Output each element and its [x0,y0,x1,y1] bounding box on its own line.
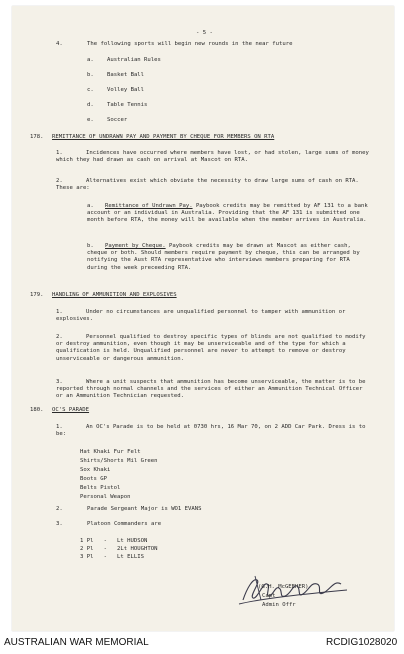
para-number: 1. [56,150,63,156]
dress-item: Personal Weapon [80,494,131,500]
paragraph: An OC's Parade is to be held at 0730 hrs, 16 Mar 70, on 2 ADD Car Park. Dress is to be: [56,424,366,438]
paragraph: Incidences have occurred where members have lost, or had stolen, large sums of money which they had drawn as cash on arrival at Mascot on RTA. [56,150,369,164]
dress-item: Boots GP [80,476,107,482]
list-item: Volley Ball [107,87,145,93]
sub-title: Payment by Cheque. [105,243,166,249]
para-number: 1. [56,309,63,315]
section-number: 178. [30,134,44,140]
signatory-appointment: Admin Offr [262,602,296,608]
list-item: Table Tennis [107,102,148,108]
section-heading: OC'S PARADE [52,407,90,413]
sub-text: Paybook credits may be remitted by AF 131 to a bank account or an individual in Australia. Providing that the AF 131 is submitted one month before RTA, the money will be available when the member arrives in Australia. [87,203,368,224]
paragraph: Parade Sergeant Major is WO1 EVANS [87,506,202,512]
list-letter: a. [87,57,94,63]
para-number: 2. [56,506,63,512]
platoon-item: 2 Pl - 2Lt HOUGHTON [80,546,158,552]
section-heading: REMITTANCE OF UNDRAWN PAY AND PAYMENT BY CHEQUE FOR MEMBERS ON RTA [52,134,275,140]
signatory-name: (G.H. McGEEHER) [258,584,309,590]
list-letter: b. [87,72,94,78]
para-number: 3. [56,521,63,527]
footer-record-id: RCDIG1028020 [326,637,398,648]
para-number: 2. [56,334,63,340]
dress-item: Hat Khaki Fur Felt [80,449,141,455]
sub-letter: b. [87,243,94,249]
paragraph: Where a unit suspects that ammunition has become unserviceable, the matter is to be reported through normal channels and the services of either an Ammunition Technical Officer or an Ammunition Technician requested. [56,379,366,400]
page-number: - 5 - [196,30,213,36]
list-letter: e. [87,117,94,123]
sub-paragraph [87,243,372,272]
para-number: 4. [56,41,63,47]
sub-letter: a. [87,203,94,209]
list-letter: d. [87,102,94,108]
platoon-item: 1 Pl - Lt HUDSON [80,538,148,544]
list-item: Soccer [107,117,128,123]
dress-item: Belts Pistol [80,485,121,491]
dress-item: Shirts/Shorts Mil Green [80,458,158,464]
section-number: 179. [30,292,44,298]
sub-paragraph [87,203,372,225]
paragraph: Platoon Commanders are [87,521,162,527]
list-letter: c. [87,87,94,93]
para-number: 2. [56,178,63,184]
sports-intro: The following sports will begin new rounds in the near future [87,41,293,47]
paragraph: Alternatives exist which obviate the necessity to draw large sums of cash on RTA. These are: [56,178,359,192]
footer-archive-name: AUSTRALIAN WAR MEMORIAL [4,637,149,648]
list-item: Australian Rules [107,57,161,63]
para-number: 3. [56,379,63,385]
platoon-item: 3 Pl - Lt ELLIS [80,554,144,560]
dress-item: Sox Khaki [80,467,111,473]
section-heading: HANDLING OF AMMUNITION AND EXPLOSIVES [52,292,177,298]
sub-text: Paybook credits may be drawn at Mascot as either cash, cheque or both. Should members require payment by cheque, this can be arranged by notifying the Aust RTA representative who interviews members preparing for RTA during the week preceeding RTA. [87,243,360,271]
signatory-rank: Capt [262,593,276,599]
para-number: 1. [56,424,63,430]
section-number: 180. [30,407,44,413]
list-item: Basket Ball [107,72,145,78]
paragraph: Personnel qualified to destroy specific types of blinds are not qualified to modify or destroy ammunition, even though it may be unserviceable and of the type for which a qualification is held. Unqualified personnel are never to attempt to remove or destroy unserviceable or dangerous ammunition. [56,334,366,362]
sub-title: Remittance of Undrawn Pay. [105,203,193,209]
paragraph: Under no circumstances are unqualified personnel to tamper with ammunition or explosives. [56,309,346,323]
